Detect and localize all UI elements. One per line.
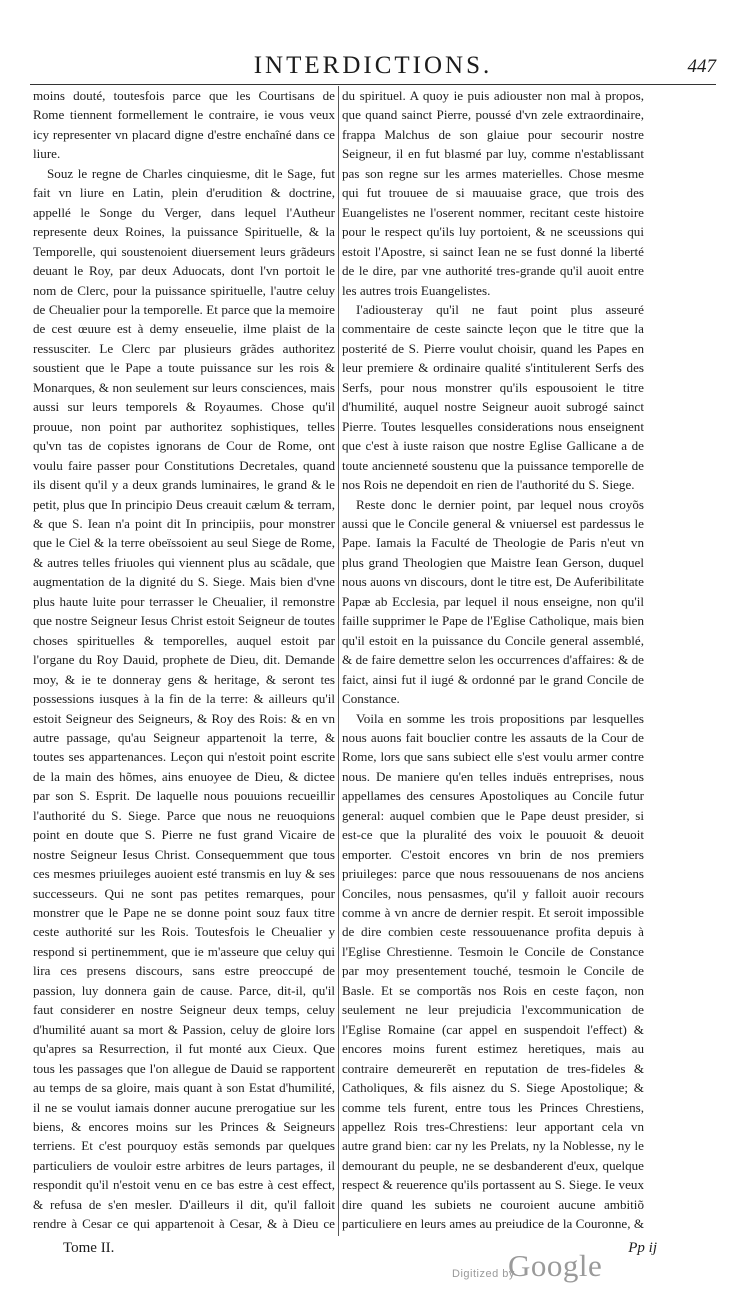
page-number: 447 bbox=[687, 56, 716, 77]
paragraph: moins douté, toutesfois parce que les Courtisans de Rome tiennent formellement le contraire, ie vous veux icy representer vn placard digne d'estre enchaîné dans ce liure. bbox=[33, 88, 335, 162]
google-logo: Google bbox=[508, 1248, 603, 1283]
running-title: INTERDICTIONS. bbox=[253, 52, 493, 79]
paragraph: Reste donc le dernier point, par lequel nous croyõs aussi que le Concile general & vniuersel est pardessus le Pape. Iamais la Faculté de Theologie de Paris n'eut vn plus grand Theologien que Maistre Iean Gerson, duquel nous auons vn discours, dont le titre est, De Auferibilitate Papæ ab Ecclesia, par lequel il nous enseigne, non qu'il faille supprimer le Pape de l'Eglise Catholique, mais bien qu'il estoit en la puissance du Concile general assemblé, & de faire demettre selon les occurrences d'affaires: & de faict, ainsi fut il iugé & ordonné par le grand Concile de Constance. bbox=[342, 496, 644, 707]
column-rule bbox=[338, 86, 339, 1236]
running-head bbox=[30, 52, 716, 86]
paragraph: I'adiousteray qu'il ne faut point plus asseuré commentaire de ceste saincte leçon que le titre que la posterité de S. Pierre voulut choisir, quand les Papes en leur premiere & ordinaire qualité s'intitulerent Serfs des Serfs, pour nous monstrer qu'ils espousoient le titre d'humilité, auquel nostre Seigneur auoit subrogé sainct Pierre. Toutes lesquelles considerations nous enseignent que c'est à iuste raison que nostre Eglise Gallicane a de toute ancienneté soustenu que la puissance temporelle de nos Rois ne dependoit en rien de l'authorité du S. Siege. bbox=[342, 301, 644, 493]
signature-mark: Pp ij bbox=[628, 1240, 657, 1256]
left-column bbox=[33, 86, 335, 1236]
paragraph: du spirituel. A quoy ie puis adiouster non mal à propos, que quand sainct Pierre, poussé d'vn zele extraordinaire, frappa Malchus de son glaiue pour secourir nostre Seigneur, il en fut blasmé par luy, comme n'establissant pas son regne sur les armes materielles. Chose mesme qui fut trouuee de si mauuaise grace, que trois des Euangelistes ne l'oserent nommer, recitant ceste histoire pour le respect qu'ils luy portoient, & ne sceussions qui estoit l'Apostre, si sainct Iean ne se fust donné la liberté de le dire, par vne authorité tres-grande qu'il auoit entre les autres trois Euangelistes. bbox=[342, 88, 644, 298]
watermark-prefix: Digitized by bbox=[452, 1268, 515, 1280]
paragraph: Souz le regne de Charles cinquiesme, dit le Sage, fut fait vn liure en Latin, plein d'erudition & doctrine, appellé le Songe du Verger, dans lequel l'Autheur represente deux Roines, la puissance Spirituelle, & la Temporelle, qui soustenoient diuersement leurs grãdeurs deuant le Roy, par deux Aduocats, dont l'vn portoit le nom de Clerc, pour la puissance spirituelle, l'autre celuy de Cheualier pour la temporelle. Et parce que la memoire de cest œuure est à demy enseuelie, ilme plaist de la ressusciter. Le Clerc par plusieurs grãdes authoritez soustient que le Pape a toute puissance sur les rois & Monarques, & non seulement sur leurs consciences, mais aussi sur leurs temporels & Royaumes. Chose qu'il prouue, non point par authoritez sophistiques, telles qu'vn tas de copistes ignorans de Cour de Rome, ont voulu faire passer pour Constitutions Decretales, quand ils disent qu'il y a deux grands luminaires, le grand & le petit, plus que In principio Deus creauit cælum & terram, & que S. Iean n'a point dit In principiis, pour monstrer que le Ciel & la terre obeïssoient au seul Siege de Rome, & autres telles friuoles qui viennent plus au scãdale, que augmentation de la dignité du S. Siege. Mais bien d'vne plus haute luite pour terrasser le Cheualier, il remonstre que nostre Seigneur Iesus Christ estoit Seigneur de toutes choses spirituelles & temporelles, auquel estoit par l'organe du Roy Dauid, prophete de Dieu, dit. Demande moy, & ie te donneray gens & heritage, & seront tes possessions iusques à la fin de la terre: & ailleurs qu'il estoit Seigneur des Seigneurs, & Roy des Rois: & en vn autre passage, qu'au Seigneur appartenoit la terre, & toutes ses appartenances. Leçon qui n'estoit point escrite de la main des hõmes, ains enuoyee de Dieu, & dictee par son S. Esprit. De laquelle nous pouuions recueillir l'authorité du S. Siege. Parce que nous ne reuoquions point en doute que S. Pierre ne fust grand Vicaire de nostre Seigneur Iesus Christ. Consequemment que tous ces mesmes priuileges auoient esté transmis en luy & ses successeurs. Qui ne sont pas petites remarques, pour monstrer que le Pape ne se donne point souz faux titre ceste authorité sur les Rois. Toutesfois le Cheualier y respond si pertinemment, que ie m'asseure que celuy qui lira ces presens discours, sans estre preoccupé de passion, luy donnera gain de cause. Parce, dit-il, qu'il faut considerer en nostre Seigneur deux temps, celuy d'humilité auant sa mort & Passion, celuy de gloire lors qu'apres sa Resurrection, il fut monté aux Cieux. Que tous les passages que l'on allegue de Dauid se rapportent au temps de sa gloire, mais quant à son Estat d'humilité, il ne se voulut iamais donner aucune prerogatiue sur les biens, & encores moins sur les Princes & Seigneurs terriens. Et c'est pourquoy estãs semonds par quelques particuliers de vouloir estre arbitres de leurs partages, il respondit qu'il n'estoit venu en ce bas estre à cest effect, & refusa de s'en mesler. D'ailleurs il dit, qu'il falloit rendre à Cesar ce qui appartenoit à Cesar, & à Dieu ce bbox=[33, 165, 335, 1232]
volume-label: Tome II. bbox=[63, 1240, 115, 1256]
paragraph: Voila en somme les trois propositions par lesquelles nous auons fait bouclier contre les assauts de la Cour de Rome, lors que sans subiect elle s'est voulu armer contre nous. De maniere qu'en telles induës entreprises, nous appellames des censures Apostoliques au Concile futur general: auquel combien que le Pape deust presider, si est-ce que la pluralité des voix le pouuoit & deuoit emporter. C'estoit encores vn brin de nos premiers priuileges: parce que nous ressouuenans de nos anciens Conciles, nous pensasmes, qu'il y falloit auoir recours comme à vn ancre de dernier respit. Et seroit impossible de dire combien ceste ressouuenance profita depuis à l'Eglise Chrestienne. Tesmoin le Concile de Constance par moy presentement touché, tesmoin le Concile de Basle. Et se comportãs nos Rois en ceste façon, non seulement ne leur prejudicia l'excommunication de l'Eglise Romaine (car appel en suspendoit l'effect) & encores moins furent estimez heretiques, mais au contraire demeurerẽt en reputation de tres-fideles & Catholiques, & fils aisnez du S. Siege Apostolique; & comme tels furent, entre tous les Princes Chrestiens, appellez Rois tres-Chrestiens: leur apportant cela vn autre grand bien: car ny les Prelats, ny la Noblesse, ny le demourant du peuple, ne se desbanderent d'eux, quelque respect & reuerence qu'ils portassent au S. Siege. Ie veux dire quand les subiets ne couroient aucune ambitiõ particuliere en leurs ames au preiudice de la Couronne, & bbox=[342, 710, 644, 1232]
right-column bbox=[342, 86, 644, 1236]
header-rule bbox=[30, 84, 716, 85]
